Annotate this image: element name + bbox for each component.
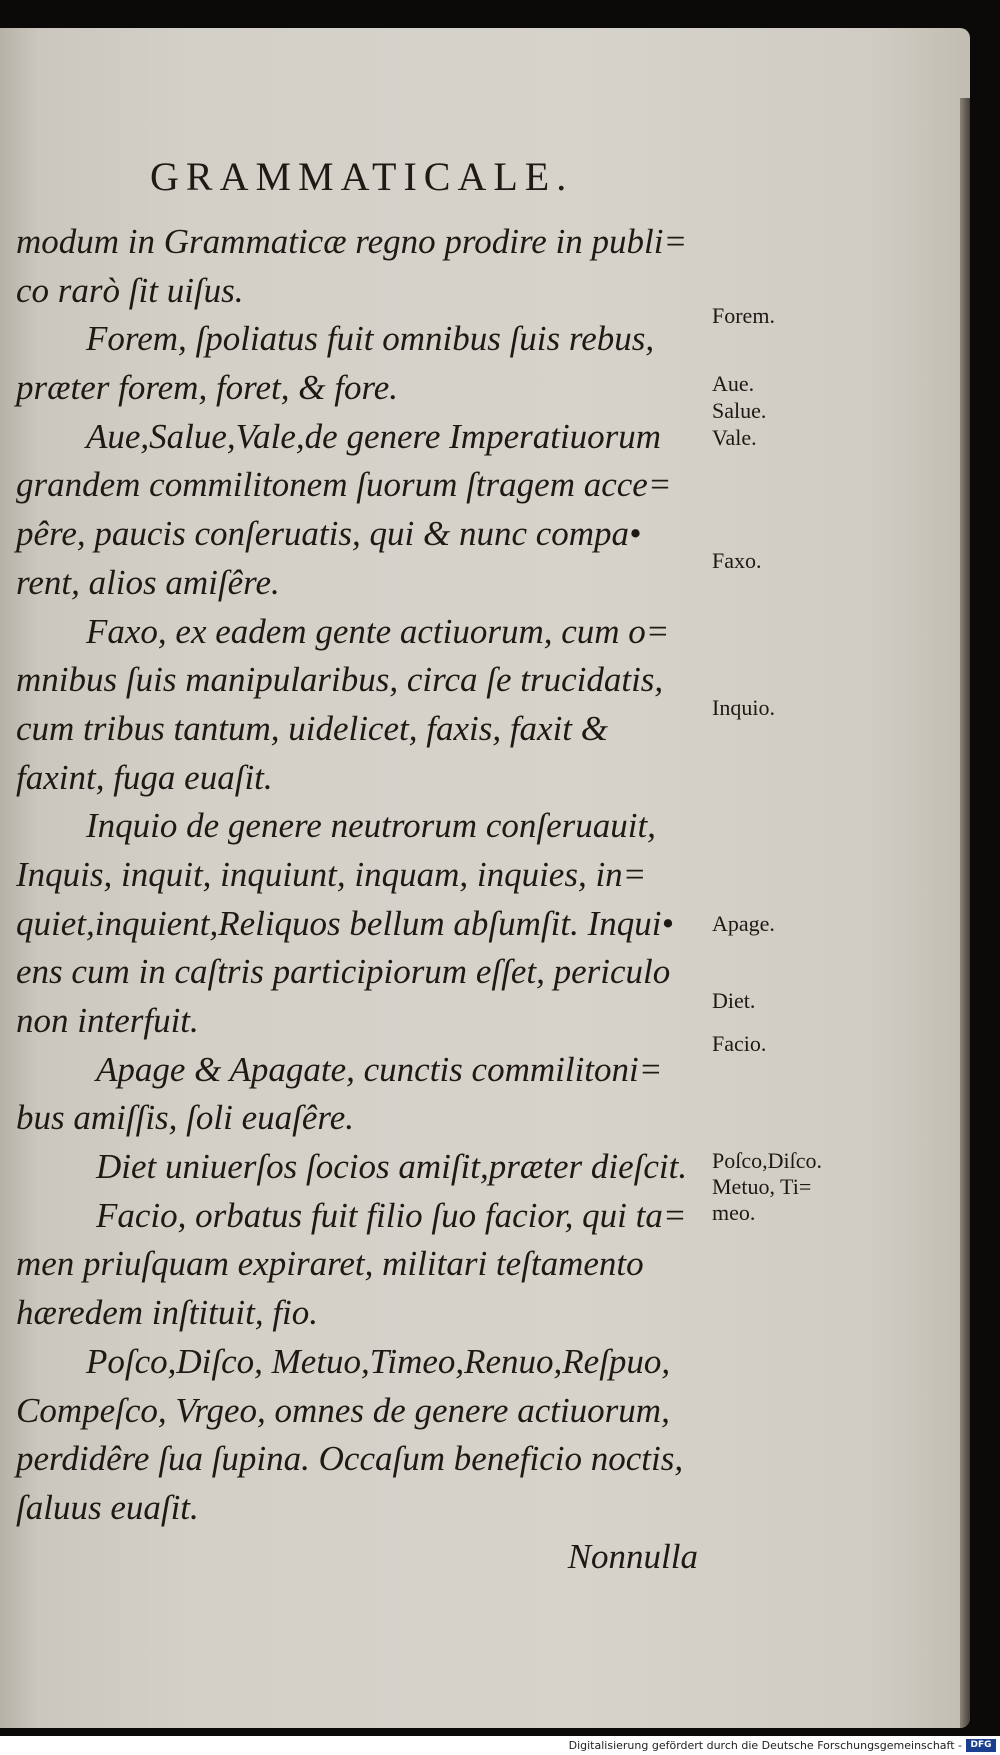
text-line: co rarò ſit uiſus. (16, 270, 244, 310)
text-line: Diet uniuerſos ſocios amiſit,præter dieſcit. (96, 1147, 688, 1187)
digitization-footer (0, 1736, 1000, 1755)
text-line: Poſco,Diſco, Metuo,Timeo,Renuo,Reſpuo, (86, 1341, 671, 1381)
text-line: grandem commilitonem ſuorum ſtragem acce= (16, 465, 672, 505)
text-line: Facio, orbatus fuit filio ſuo facior, qui ta= (96, 1195, 687, 1235)
text-line: non interfuit. (16, 1001, 199, 1040)
text-line: cum tribus tantum, uidelicet, faxis, faxit & (16, 708, 609, 748)
text-line: ſaluus euaſit. (16, 1487, 199, 1527)
text-line: Aue,Salue,Vale,de genere Imperatiuorum (86, 416, 662, 456)
text-line: Apage & Apagate, cunctis commilitoni= (96, 1049, 663, 1089)
marginal-note: Inquio. (712, 695, 775, 720)
catchword: Nonnulla (567, 1536, 698, 1576)
book-page (0, 28, 970, 1728)
text-line: bus amiſſis, ſoli euaſêre. (16, 1098, 354, 1138)
marginal-note: Poſco,Diſco. (712, 1148, 822, 1173)
text-line: Forem, ſpoliatus fuit omnibus ſuis rebus, (86, 319, 655, 359)
text-line: quiet,inquient,Reliquos bellum abſumſit. Inqui• (16, 903, 674, 943)
footer-credit: Digitalisierung gefördert durch die Deutsche Forschungsgemeinschaft - (568, 1739, 962, 1752)
marginal-note: meo. (712, 1200, 756, 1225)
text-line: Inquis, inquit, inquiunt, inquam, inquies, in= (16, 854, 647, 894)
marginal-note: Salue. (712, 398, 767, 423)
text-line: perdidêre ſua ſupina. Occaſum beneficio noctis, (16, 1439, 684, 1479)
marginal-note: Forem. (712, 303, 775, 328)
text-line: ens cum in caſtris participiorum eſſet, periculo (16, 952, 671, 992)
text-line: modum in Grammaticæ regno prodire in publi= (16, 222, 688, 261)
marginal-note: Facio. (712, 1031, 767, 1056)
text-line: hæredem inſtituit, fio. (16, 1293, 319, 1333)
page-edge (960, 98, 970, 1728)
body-text (16, 218, 706, 1581)
dfg-logo: DFG (966, 1739, 996, 1752)
text-line: rent, alios amiſêre. (16, 562, 280, 602)
text-line: Inquio de genere neutrorum conſeruauit, (86, 806, 656, 846)
marginal-note: Vale. (712, 425, 757, 450)
text-line: præter forem, foret, & fore. (16, 368, 399, 408)
marginal-note: Apage. (712, 911, 775, 936)
text-line: mnibus ſuis manipularibus, circa ſe trucidatis, (16, 660, 664, 700)
text-line: Faxo, ex eadem gente actiuorum, cum o= (86, 611, 670, 651)
marginal-note: Faxo. (712, 548, 762, 573)
marginal-note: Metuo, Ti= (712, 1174, 812, 1199)
text-line: pêre, paucis conſeruatis, qui & nunc compa• (16, 514, 642, 554)
text-line: faxint, fuga euaſit. (16, 757, 273, 797)
running-header: GRAMMATICALE. (150, 154, 574, 199)
marginal-note: Diet. (712, 988, 756, 1013)
marginal-note: Aue. (712, 371, 755, 396)
text-line: men priuſquam expiraret, militari teſtamento (16, 1244, 644, 1284)
text-line: Compeſco, Vrgeo, omnes de genere actiuorum, (16, 1390, 670, 1430)
